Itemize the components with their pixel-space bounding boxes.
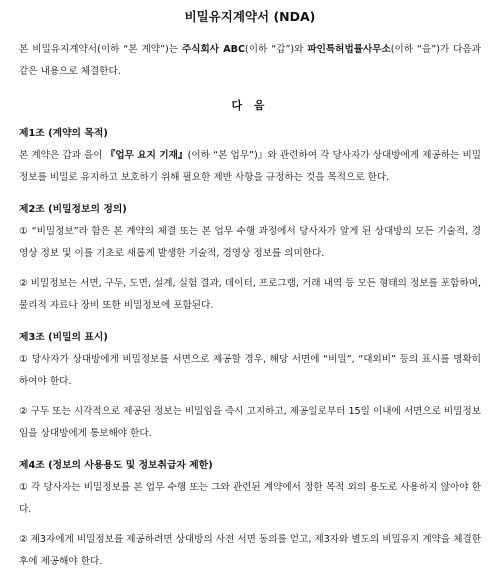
article-1-text-bold: 『업무 요지 기재』 — [105, 150, 188, 161]
article-4-paragraph-2: ② 제3자에게 비밀정보를 제공하려면 상대방의 사전 서면 동의를 얻고, 제3자와 별도의 비밀유지 계약을 체결한 후에 제공해야 한다. — [19, 534, 482, 567]
party-a-name: 주식회사 ABC — [181, 44, 245, 55]
article-3-heading: 제3조 (비밀의 표시) — [19, 332, 108, 343]
center-heading: 다 음 — [231, 99, 269, 112]
party-b-name: 파인특허법률사무소 — [307, 44, 391, 55]
intro-text-1: 본 비밀유지계약서(이하 “본 계약”)는 — [19, 44, 182, 55]
intro-text-2: (이하 “갑”)와 — [245, 44, 308, 55]
article-2-paragraph-1: ① “비밀정보”라 함은 본 계약의 체결 또는 본 업무 수행 과정에서 당사자가 알게 된 상대방의 모든 기술적, 경영상 정보 및 이를 기초로 새롭게 발생한 기술적, 경영상 정보를 의미한다. — [19, 226, 481, 259]
article-2-heading: 제2조 (비밀정보의 정의) — [19, 204, 127, 215]
article-1-heading: 제1조 (계약의 목적) — [19, 128, 108, 139]
article-4-heading: 제4조 (정보의 사용용도 및 정보취급자 제한) — [19, 460, 213, 471]
article-3-paragraph-2: ② 구두 또는 시각적으로 제공된 정보는 비밀임을 즉시 고지하고, 제공일로부터 15일 이내에 서면으로 비밀정보임을 상대방에게 통보해야 한다. — [19, 406, 482, 439]
article-4-paragraph-1: ① 각 당사자는 비밀정보를 본 업무 수행 또는 그와 관련된 계약에서 정한 목적 외의 용도로 사용하지 않아야 한다. — [19, 482, 481, 515]
article-1-text-pre: 본 계약은 갑과 을이 — [19, 150, 106, 161]
document-title: 비밀유지계약서 (NDA) — [184, 9, 316, 24]
article-2-paragraph-2: ② 비밀정보는 서면, 구두, 도면, 설계, 실험 결과, 데이터, 프로그램, 거래 내역 등 모든 형태의 정보를 포함하며, 물리적 자료나 장비 또한 비밀정보에 포함된다. — [19, 278, 481, 311]
article-1-text-post: (이하 “본 업무”)』와 관련하여 각 당사자가 상대방에게 제공하는 비밀정보를 비밀로 유지하고 보호하기 위해 필요한 제반 사항을 규정하는 것을 목적으로 한다. — [19, 150, 481, 183]
article-3-paragraph-1: ① 당사자가 상대방에게 비밀정보를 서면으로 제공할 경우, 해당 서면에 “비밀”, “대외비” 등의 표시를 명확히 하여야 한다. — [19, 354, 481, 387]
intro-paragraph — [19, 39, 481, 83]
intro-text-3: (이하 “을”)가 다음과 같은 내용으로 체결한다. — [19, 44, 481, 77]
article-1-paragraph — [19, 145, 481, 189]
